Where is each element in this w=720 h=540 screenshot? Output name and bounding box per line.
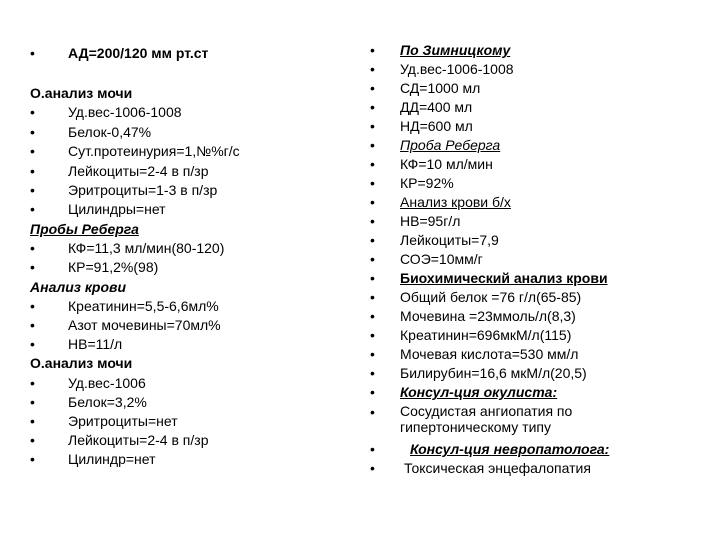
bullet: • bbox=[30, 45, 35, 61]
blood-pressure: АД=200/120 мм рт.ст bbox=[68, 45, 209, 61]
